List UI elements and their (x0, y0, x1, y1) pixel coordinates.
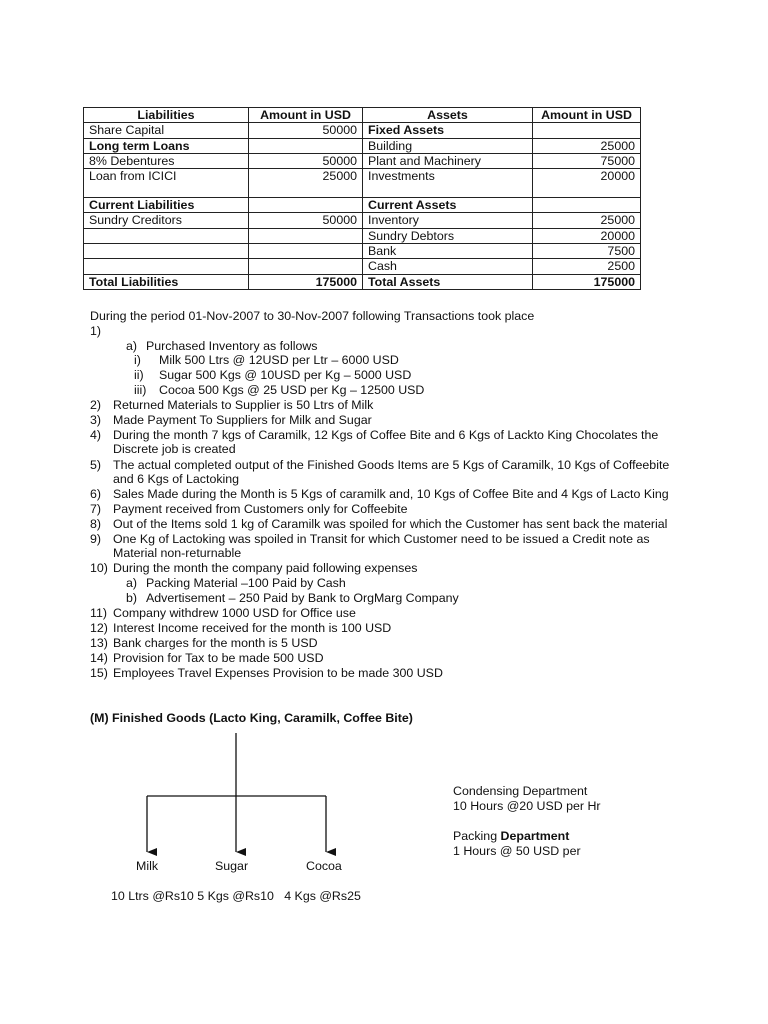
table-cell: Bank (363, 244, 533, 259)
roman-number: i) (134, 353, 141, 367)
table-cell: Plant and Machinery (363, 153, 533, 168)
item-number: 3) (90, 413, 102, 427)
condensing-department-rate: 10 Hours @20 USD per Hr (453, 799, 601, 813)
item-text-continued: Discrete job is created (113, 442, 236, 456)
item-number: 12) (90, 621, 108, 635)
item-number: 10) (90, 561, 108, 575)
item-10-sub-text: Advertisement – 250 Paid by Bank to OrgMarg Company (146, 591, 459, 605)
packing-bold-word: Department (500, 829, 570, 843)
item-text: Employees Travel Expenses Provision to be made 300 USD (113, 666, 443, 680)
packing-department-title (453, 829, 569, 843)
table-cell: 50000 (249, 123, 363, 138)
header-liabilities: Liabilities (84, 108, 249, 123)
item-number: 14) (90, 651, 108, 665)
item-number: 4) (90, 428, 102, 442)
table-cell: 2500 (533, 259, 641, 274)
item-text: Bank charges for the month is 5 USD (113, 636, 318, 650)
item-number: 15) (90, 666, 108, 680)
item-10-sub-letter: a) (126, 576, 138, 590)
packing-prefix: Packing (453, 829, 501, 843)
item-text-continued: and 6 Kgs of Lactoking (113, 472, 240, 486)
table-cell: Inventory (363, 213, 533, 228)
table-cell: Cash (363, 259, 533, 274)
item-1-number: 1) (90, 324, 102, 338)
diagram-title: (M) Finished Goods (Lacto King, Caramilk, Coffee Bite) (90, 711, 413, 725)
item-text: The actual completed output of the Finished Goods Items are 5 Kgs of Caramilk, 10 Kgs of Coffeebite (113, 458, 670, 472)
total-assets-label: Total Assets (363, 274, 533, 289)
packing-department-rate: 1 Hours @ 50 USD per (453, 844, 581, 858)
item-1a-letter: a) (126, 339, 138, 353)
table-cell: 25000 (249, 169, 363, 198)
item-number: 9) (90, 532, 102, 546)
item-number: 7) (90, 502, 102, 516)
table-cell: Sundry Debtors (363, 228, 533, 243)
item-1a-text: Purchased Inventory as follows (146, 339, 318, 353)
table-cell: Current Liabilities (84, 198, 249, 213)
table-cell: 50000 (249, 153, 363, 168)
table-cell: Fixed Assets (363, 123, 533, 138)
item-text: Out of the Items sold 1 kg of Caramilk was spoiled for which the Customer has sent back the material (113, 517, 668, 531)
item-number: 2) (90, 398, 102, 412)
roman-number: ii) (134, 368, 144, 382)
total-liabilities-label: Total Liabilities (84, 274, 249, 289)
item-text: Payment received from Customers only for Coffeebite (113, 502, 408, 516)
total-liabilities-value: 175000 (249, 274, 363, 289)
table-cell: Loan from ICICI (84, 169, 249, 198)
total-assets-value: 175000 (533, 274, 641, 289)
roman-text: Milk 500 Ltrs @ 12USD per Ltr – 6000 USD (159, 353, 399, 367)
header-amount-assets: Amount in USD (533, 108, 641, 123)
node-cocoa: Cocoa (306, 859, 342, 873)
table-cell: 20000 (533, 169, 641, 198)
item-text: One Kg of Lactoking was spoiled in Transit for which Customer need to be issued a Credit note as (113, 532, 650, 546)
item-number: 5) (90, 458, 102, 472)
item-text: Made Payment To Suppliers for Milk and Sugar (113, 413, 372, 427)
item-text: Company withdrew 1000 USD for Office use (113, 606, 356, 620)
table-cell: Investments (363, 169, 533, 198)
node-milk: Milk (136, 859, 159, 873)
table-cell: 25000 (533, 213, 641, 228)
table-cell: 50000 (249, 213, 363, 228)
item-number: 13) (90, 636, 108, 650)
condensing-department-title: Condensing Department (453, 784, 588, 798)
item-number: 8) (90, 517, 102, 531)
item-text: During the month 7 kgs of Caramilk, 12 Kgs of Coffee Bite and 6 Kgs of Lackto King Chocolates the (113, 428, 659, 442)
table-cell: Current Assets (363, 198, 533, 213)
item-10-sub-text: Packing Material –100 Paid by Cash (146, 576, 346, 590)
table-cell: 25000 (533, 138, 641, 153)
node-sugar: Sugar (215, 859, 249, 873)
transactions-intro: During the period 01-Nov-2007 to 30-Nov-2007 following Transactions took place (90, 309, 535, 323)
roman-number: iii) (134, 383, 147, 397)
table-cell: Building (363, 138, 533, 153)
table-cell: 7500 (533, 244, 641, 259)
roman-text: Sugar 500 Kgs @ 10USD per Kg – 5000 USD (159, 368, 412, 382)
item-text: Returned Materials to Supplier is 50 Ltrs of Milk (113, 398, 374, 412)
table-cell: Share Capital (84, 123, 249, 138)
item-text: Interest Income received for the month is 100 USD (113, 621, 392, 635)
header-assets: Assets (363, 108, 533, 123)
item-text: Provision for Tax to be made 500 USD (113, 651, 324, 665)
table-cell: 8% Debentures (84, 153, 249, 168)
item-number: 6) (90, 487, 102, 501)
table-cell: Sundry Creditors (84, 213, 249, 228)
item-text: During the month the company paid following expenses (113, 561, 418, 575)
node-quantities: 10 Ltrs @Rs10 5 Kgs @Rs10 4 Kgs @Rs25 (111, 889, 361, 903)
item-10-sub-letter: b) (126, 591, 138, 605)
item-text: Sales Made during the Month is 5 Kgs of caramilk and, 10 Kgs of Coffee Bite and 4 Kgs of Lacto King (113, 487, 669, 501)
table-cell: 20000 (533, 228, 641, 243)
table-cell: 75000 (533, 153, 641, 168)
table-cell: Long term Loans (84, 138, 249, 153)
item-text-continued: Material non-returnable (113, 546, 242, 560)
roman-text: Cocoa 500 Kgs @ 25 USD per Kg – 12500 USD (159, 383, 425, 397)
item-number: 11) (90, 606, 107, 620)
header-amount-liabilities: Amount in USD (249, 108, 363, 123)
